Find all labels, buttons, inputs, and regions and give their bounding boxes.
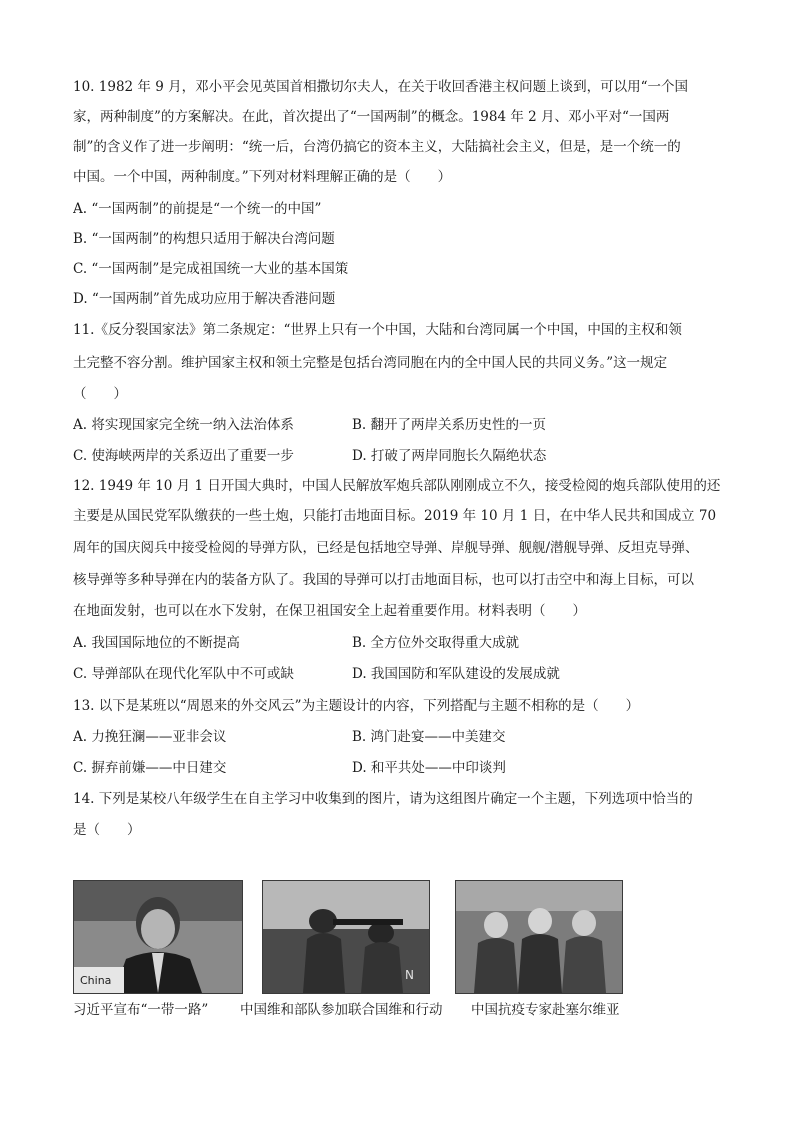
q12-option-d: D. 我国国防和军队建设的发展成就 — [352, 666, 560, 682]
q10-option-a: A. “一国两制”的前提是“一个统一的中国” — [73, 201, 322, 217]
q12-option-c: C. 导弹部队在现代化军队中不可或缺 — [73, 666, 294, 682]
q12-stem-line-4: 核导弹等多种导弹在内的装备方队了。我国的导弹可以打击地面目标，也可以打击空中和海上目标，可以 — [73, 572, 694, 588]
q12-option-a: A. 我国国际地位的不断提高 — [73, 635, 240, 651]
q11-option-d: D. 打破了两岸同胞长久隔绝状态 — [352, 448, 547, 464]
q13-option-b: B. 鸿门赴宴——中美建交 — [352, 729, 506, 745]
q12-stem-line-5: 在地面发射，也可以在水下发射，在保卫祖国安全上起着重要作用。材料表明（ ） — [73, 603, 586, 619]
q11-option-a: A. 将实现国家完全统一纳入法治体系 — [73, 417, 294, 433]
q11-stem-line-1: 11.《反分裂国家法》第二条规定：“世界上只有一个中国，大陆和台湾同属一个中国，中国的主权和领 — [73, 322, 682, 338]
q11-option-b: B. 翻开了两岸关系历史性的一页 — [352, 417, 547, 433]
q12-stem-line-2: 主要是从国民党军队缴获的一些土炮，只能打击地面目标。2019 年 10 月 1 日，在中华人民共和国成立 70 — [73, 508, 717, 524]
q11-stem-line-2: 土完整不容分割。维护国家主权和领土完整是包括台湾同胞在内的全中国人民的共同义务。”这一规定 — [73, 355, 668, 371]
photo-caption-2: 中国维和部队参加联合国维和行动 — [240, 1002, 443, 1018]
photo-belt-and-road — [73, 880, 243, 994]
q14-stem-line-1: 14. 下列是某校八年级学生在自主学习中收集到的图片，请为这组图片确定一个主题，下列选项中恰当的 — [73, 791, 693, 807]
q13-option-c: C. 摒弃前嫌——中日建交 — [73, 760, 227, 776]
photo-caption-3: 中国抗疫专家赴塞尔维亚 — [471, 1002, 620, 1018]
q10-option-d: D. “一国两制”首先成功应用于解决香港问题 — [73, 291, 336, 307]
q10-stem-line-3: 制”的含义作了进一步阐明：“统一后，台湾仍搞它的资本主义，大陆搞社会主义，但是，是一个统一的 — [73, 139, 681, 155]
q14-stem-line-2: 是（ ） — [73, 822, 141, 838]
q10-option-b: B. “一国两制”的构想只适用于解决台湾问题 — [73, 231, 335, 247]
q13-option-a: A. 力挽狂澜——亚非会议 — [73, 729, 227, 745]
q12-option-b: B. 全方位外交取得重大成就 — [352, 635, 520, 651]
q10-stem-line-1: 10. 1982 年 9 月，邓小平会见英国首相撒切尔夫人，在关于收回香港主权问题上谈到，可以用“一个国 — [73, 79, 688, 95]
q11-option-c: C. 使海峡两岸的关系迈出了重要一步 — [73, 448, 294, 464]
q11-stem-line-3: （ ） — [73, 386, 127, 402]
photo-peacekeeping — [262, 880, 430, 994]
q10-stem-line-4: 中国。一个中国，两种制度。”下列对材料理解正确的是（ ） — [73, 169, 452, 185]
photo-anti-epidemic — [455, 880, 623, 994]
photo-caption-1: 习近平宣布“一带一路” — [73, 1002, 209, 1018]
q13-option-d: D. 和平共处——中印谈判 — [352, 760, 506, 776]
q12-stem-line-3: 周年的国庆阅兵中接受检阅的导弹方队，已经是包括地空导弹、岸舰导弹、舰舰/潜舰导弹、反坦克导弹、 — [73, 540, 699, 556]
q13-stem-line-1: 13. 以下是某班以“周恩来的外交风云”为主题设计的内容，下列搭配与主题不相称的是（ ） — [73, 698, 640, 714]
china-overlay-text: China — [80, 974, 112, 987]
un-overlay-text: N — [405, 968, 414, 982]
q10-stem-line-2: 家，两种制度”的方案解决。在此，首次提出了“一国两制”的概念。1984 年 2 月、邓小平对“一国两 — [73, 109, 670, 125]
q12-stem-line-1: 12. 1949 年 10 月 1 日开国大典时，中国人民解放军炮兵部队刚刚成立不久，接受检阅的炮兵部队使用的还 — [73, 478, 721, 494]
q10-option-c: C. “一国两制”是完成祖国统一大业的基本国策 — [73, 261, 349, 277]
